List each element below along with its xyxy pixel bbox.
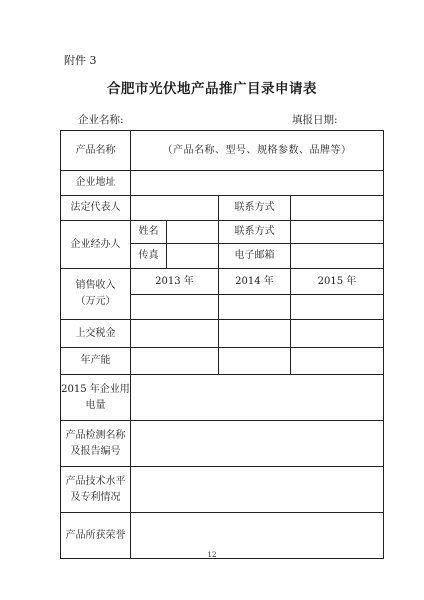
legal-rep-field[interactable]: [131, 196, 219, 221]
year-2013-header: 2013 年: [131, 269, 219, 295]
tax-2013-field[interactable]: [131, 320, 219, 348]
output-label: 年产能: [61, 348, 131, 375]
test-field[interactable]: [131, 421, 384, 467]
legal-rep-contact-label: 联系方式: [219, 196, 291, 221]
application-form-table: [60, 130, 384, 559]
company-name-label: 企业名称:: [78, 114, 124, 126]
output-2015-field[interactable]: [291, 348, 384, 375]
manager-name-field[interactable]: [167, 221, 219, 244]
tax-2015-field[interactable]: [291, 320, 384, 348]
manager-email-field[interactable]: [291, 244, 384, 269]
tech-label: [61, 467, 131, 513]
tech-label-line1: 产品技术水平: [65, 475, 126, 487]
test-label: [61, 421, 131, 467]
manager-name-label: 姓名: [131, 221, 167, 244]
tax-2014-field[interactable]: [219, 320, 291, 348]
output-2014-field[interactable]: [219, 348, 291, 375]
sales-2015-field[interactable]: [291, 295, 384, 320]
sales-2013-field[interactable]: [131, 295, 219, 320]
test-label-line1: 产品检测名称: [65, 429, 126, 441]
power-label: [61, 375, 131, 421]
year-2015-header: 2015 年: [291, 269, 384, 295]
page-number: 12: [207, 551, 217, 559]
output-2013-field[interactable]: [131, 348, 219, 375]
fill-date-label: 填报日期:: [292, 114, 338, 126]
attachment-label: 附件 3: [64, 54, 97, 67]
test-label-line2: 及报告编号: [70, 445, 121, 457]
manager-email-label: 电子邮箱: [219, 244, 291, 269]
sales-label-line1: 销售收入: [75, 280, 116, 291]
sales-label-line2: （万元）: [75, 296, 116, 307]
legal-rep-contact-field[interactable]: [291, 196, 384, 221]
manager-label: 企业经办人: [61, 221, 131, 269]
sales-2014-field[interactable]: [219, 295, 291, 320]
manager-fax-field[interactable]: [167, 244, 219, 269]
power-field[interactable]: [131, 375, 384, 421]
sales-label: [61, 269, 131, 320]
manager-fax-label: 传真: [131, 244, 167, 269]
legal-rep-label: 法定代表人: [61, 196, 131, 221]
manager-contact-field[interactable]: [291, 221, 384, 244]
power-label-line2: 电量: [85, 399, 106, 411]
tech-label-line2: 及专利情况: [70, 491, 121, 503]
manager-contact-label: 联系方式: [219, 221, 291, 244]
year-2014-header: 2014 年: [219, 269, 291, 295]
honors-label: 产品所获荣誉: [61, 513, 131, 559]
product-name-label: 产品名称: [61, 131, 131, 171]
product-name-field[interactable]: （产品名称、型号、规格参数、品牌等）: [131, 131, 384, 171]
company-address-label: 企业地址: [61, 171, 131, 196]
power-label-line1: 2015 年企业用: [61, 383, 130, 395]
company-address-field[interactable]: [131, 171, 384, 196]
tech-field[interactable]: [131, 467, 384, 513]
tax-label: 上交税金: [61, 320, 131, 348]
form-title: 合肥市光伏地产品推广目录申请表: [107, 81, 317, 97]
